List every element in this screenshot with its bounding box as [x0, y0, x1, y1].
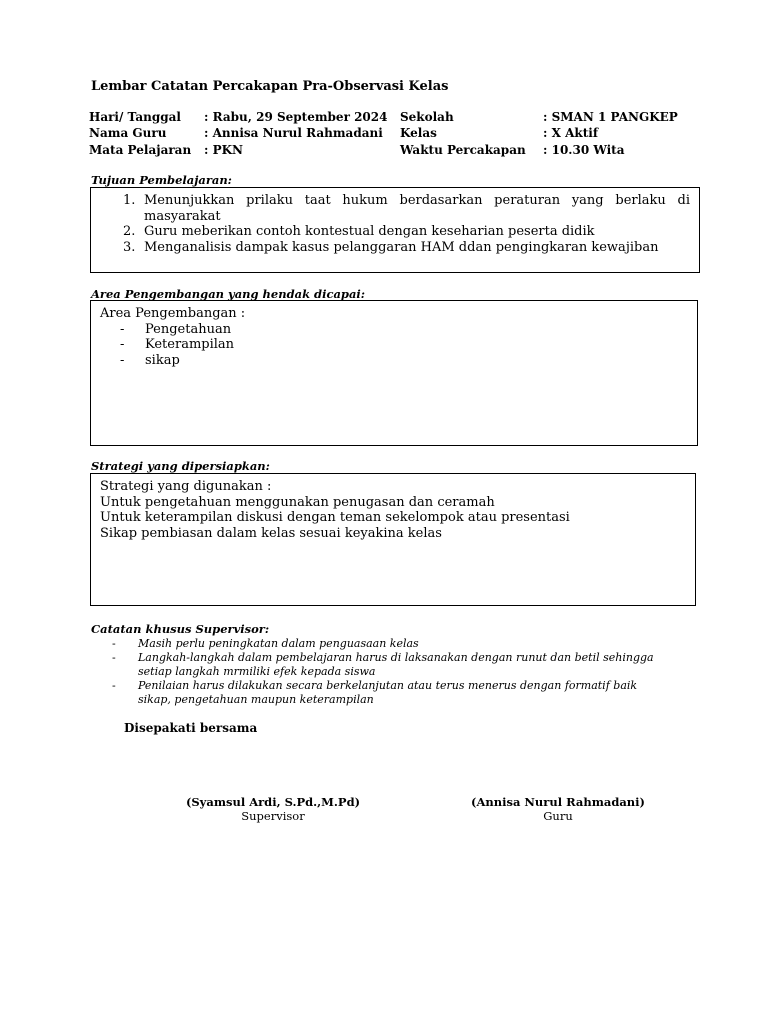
catatan-label: Catatan khusus Supervisor:	[91, 622, 270, 636]
info-label-waktu: Waktu Percakapan	[400, 143, 526, 157]
dash-marker: -	[112, 679, 116, 692]
signature-role: Supervisor	[241, 809, 305, 823]
list-item	[90, 637, 710, 651]
area-list	[100, 322, 697, 369]
list-item	[91, 224, 690, 240]
list-number: 2.	[123, 224, 136, 239]
list-number: 3.	[123, 239, 136, 255]
list-item	[100, 353, 697, 369]
info-label-mapel: Mata Pelajaran	[89, 143, 192, 157]
info-value-sekolah: : SMAN 1 PANGKEP	[543, 110, 678, 124]
strategi-line: Sikap pembiasan dalam kelas sesuai keyakina kelas	[100, 525, 442, 541]
strategi-box	[90, 473, 696, 606]
info-value-mapel: : PKN	[204, 143, 244, 157]
tujuan-label: Tujuan Pembelajaran:	[91, 173, 232, 187]
strategi-line: Untuk pengetahuan menggunakan penugasan dan ceramah	[100, 494, 495, 510]
list-item	[100, 337, 697, 353]
list-text: Pengetahuan	[145, 321, 232, 337]
list-text: Guru meberikan contoh kontestual dengan keseharian peserta didik	[144, 224, 595, 239]
list-text: sikap	[145, 352, 180, 368]
catatan-list	[90, 637, 710, 707]
info-label-sekolah: Sekolah	[400, 110, 454, 124]
info-value-guru: : Annisa Nurul Rahmadani	[204, 126, 383, 140]
signature-role: Guru	[543, 809, 573, 823]
info-label-guru: Nama Guru	[89, 126, 167, 140]
list-item	[91, 193, 690, 224]
dash-marker: -	[112, 637, 116, 650]
list-text: setiap langkah mrmiliki efek kepada siswa	[138, 665, 376, 678]
info-value-hari: : Rabu, 29 September 2024	[204, 110, 388, 124]
signature-name: (Annisa Nurul Rahmadani)	[471, 795, 645, 809]
strategi-content	[91, 474, 695, 541]
strategi-label: Strategi yang dipersiapkan:	[91, 459, 270, 473]
tujuan-list	[91, 193, 690, 255]
list-text: Penilaian harus dilakukan secara berkelanjutan atau terus menerus dengan formatif baik	[138, 679, 638, 692]
signature-supervisor	[168, 795, 378, 823]
list-item	[100, 322, 697, 338]
dash-marker: -	[120, 337, 125, 352]
list-text: Menunjukkan prilaku taat hukum berdasarkan peraturan yang berlaku di	[144, 193, 690, 208]
info-value-kelas: : X Aktif	[543, 126, 598, 140]
info-value-waktu: : 10.30 Wita	[543, 143, 625, 157]
list-item	[90, 651, 710, 679]
signature-name: (Syamsul Ardi, S.Pd.,M.Pd)	[185, 795, 361, 809]
list-text: Menganalisis dampak kasus pelanggaran HAM ddan pengingkaran kewajiban	[144, 239, 659, 255]
dash-marker: -	[120, 321, 125, 337]
list-text: Langkah-langkah dalam pembelajaran harus di laksanakan dengan runut dan betil sehingga	[138, 651, 654, 664]
signature-guru	[453, 795, 663, 823]
list-text: masyarakat	[144, 208, 221, 224]
area-heading: Area Pengembangan :	[100, 306, 246, 321]
list-text: sikap, pengetahuan maupun keterampilan	[138, 693, 374, 706]
dash-marker: -	[112, 651, 116, 664]
area-label: Area Pengembangan yang hendak dicapai:	[91, 287, 366, 301]
page-title: Lembar Catatan Percakapan Pra-Observasi Kelas	[91, 79, 449, 94]
info-label-kelas: Kelas	[400, 126, 437, 140]
tujuan-box	[90, 187, 700, 273]
list-text: Keterampilan	[145, 337, 235, 352]
area-box	[90, 300, 698, 446]
list-item	[90, 679, 710, 707]
list-item	[91, 240, 690, 256]
info-label-hari: Hari/ Tanggal	[89, 110, 181, 124]
agreement-text: Disepakati bersama	[124, 721, 258, 735]
strategi-line: Strategi yang digunakan :	[100, 479, 272, 494]
strategi-line: Untuk keterampilan diskusi dengan teman sekelompok atau presentasi	[100, 510, 570, 525]
list-number: 1.	[123, 193, 136, 208]
dash-marker: -	[120, 352, 125, 368]
list-text: Masih perlu peningkatan dalam penguasaan kelas	[138, 637, 419, 650]
